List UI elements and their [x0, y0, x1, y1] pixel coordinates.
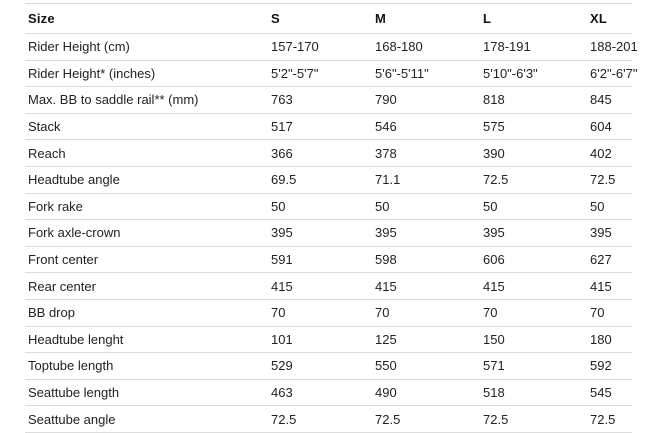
column-header-size: Size — [25, 4, 268, 34]
value-cell: 72.5 — [372, 406, 480, 433]
value-cell: 72.5 — [587, 406, 632, 433]
value-cell: 604 — [587, 113, 632, 140]
header-row — [25, 4, 632, 34]
row-label-cell: Rear center — [25, 273, 268, 300]
table-row — [25, 166, 632, 193]
value-cell: 71.1 — [372, 166, 480, 193]
value-cell: 69.5 — [268, 166, 372, 193]
value-cell: 125 — [372, 326, 480, 353]
value-cell: 402 — [587, 140, 632, 167]
value-cell: 463 — [268, 379, 372, 406]
value-cell: 415 — [268, 273, 372, 300]
value-cell: 517 — [268, 113, 372, 140]
value-cell: 395 — [372, 220, 480, 247]
table-row — [25, 406, 632, 433]
row-label-cell: Headtube lenght — [25, 326, 268, 353]
size-chart-table — [25, 3, 638, 433]
value-cell: 168-180 — [372, 34, 480, 61]
value-cell: 366 — [268, 140, 372, 167]
value-cell: 415 — [587, 273, 632, 300]
row-label-cell: Reach — [25, 140, 268, 167]
value-cell: 180 — [587, 326, 632, 353]
row-label-cell: Stack — [25, 113, 268, 140]
table-row — [25, 220, 632, 247]
value-cell: 70 — [480, 299, 587, 326]
table-row — [25, 60, 632, 87]
value-cell: 50 — [372, 193, 480, 220]
value-cell: 378 — [372, 140, 480, 167]
column-header-xl: XL — [587, 4, 632, 34]
value-cell: 70 — [587, 299, 632, 326]
value-cell: 395 — [268, 220, 372, 247]
table-row — [25, 379, 632, 406]
value-cell: 592 — [587, 353, 632, 380]
value-cell: 763 — [268, 87, 372, 114]
value-cell: 415 — [372, 273, 480, 300]
value-cell: 598 — [372, 246, 480, 273]
column-header-m: M — [372, 4, 480, 34]
value-cell: 150 — [480, 326, 587, 353]
value-cell: 72.5 — [268, 406, 372, 433]
value-cell: 545 — [587, 379, 632, 406]
value-cell: 546 — [372, 113, 480, 140]
value-cell: 157-170 — [268, 34, 372, 61]
value-cell: 5'6"-5'11" — [372, 60, 480, 87]
value-cell: 390 — [480, 140, 587, 167]
row-label-cell: Rider Height* (inches) — [25, 60, 268, 87]
table-row — [25, 299, 632, 326]
value-cell: 70 — [268, 299, 372, 326]
table-row — [25, 34, 632, 61]
value-cell: 818 — [480, 87, 587, 114]
row-label-cell: Seattube angle — [25, 406, 268, 433]
value-cell: 5'10"-6'3" — [480, 60, 587, 87]
value-cell: 50 — [268, 193, 372, 220]
value-cell: 575 — [480, 113, 587, 140]
table-row — [25, 246, 632, 273]
column-header-s: S — [268, 4, 372, 34]
row-label-cell: Toptube length — [25, 353, 268, 380]
value-cell: 790 — [372, 87, 480, 114]
row-label-cell: Fork axle-crown — [25, 220, 268, 247]
value-cell: 606 — [480, 246, 587, 273]
value-cell: 50 — [587, 193, 632, 220]
value-cell: 72.5 — [480, 166, 587, 193]
row-label-cell: BB drop — [25, 299, 268, 326]
value-cell: 627 — [587, 246, 632, 273]
table-row — [25, 353, 632, 380]
row-label-cell: Fork rake — [25, 193, 268, 220]
value-cell: 395 — [587, 220, 632, 247]
row-label-cell: Front center — [25, 246, 268, 273]
table-row — [25, 113, 632, 140]
column-header-l: L — [480, 4, 587, 34]
row-label-cell: Rider Height (cm) — [25, 34, 268, 61]
table-row — [25, 140, 632, 167]
value-cell: 70 — [372, 299, 480, 326]
value-cell: 571 — [480, 353, 587, 380]
table-row — [25, 326, 632, 353]
table-row — [25, 273, 632, 300]
value-cell: 50 — [480, 193, 587, 220]
row-label-cell: Max. BB to saddle rail** (mm) — [25, 87, 268, 114]
value-cell: 550 — [372, 353, 480, 380]
value-cell: 6'2"-6'7" — [587, 60, 632, 87]
value-cell: 72.5 — [480, 406, 587, 433]
value-cell: 518 — [480, 379, 587, 406]
size-chart-container — [25, 3, 638, 433]
value-cell: 101 — [268, 326, 372, 353]
value-cell: 188-201 — [587, 34, 632, 61]
value-cell: 490 — [372, 379, 480, 406]
value-cell: 178-191 — [480, 34, 587, 61]
value-cell: 395 — [480, 220, 587, 247]
row-label-cell: Headtube angle — [25, 166, 268, 193]
value-cell: 5'2"-5'7" — [268, 60, 372, 87]
value-cell: 845 — [587, 87, 632, 114]
table-row — [25, 193, 632, 220]
table-row — [25, 87, 632, 114]
value-cell: 529 — [268, 353, 372, 380]
row-label-cell: Seattube length — [25, 379, 268, 406]
value-cell: 72.5 — [587, 166, 632, 193]
value-cell: 591 — [268, 246, 372, 273]
value-cell: 415 — [480, 273, 587, 300]
